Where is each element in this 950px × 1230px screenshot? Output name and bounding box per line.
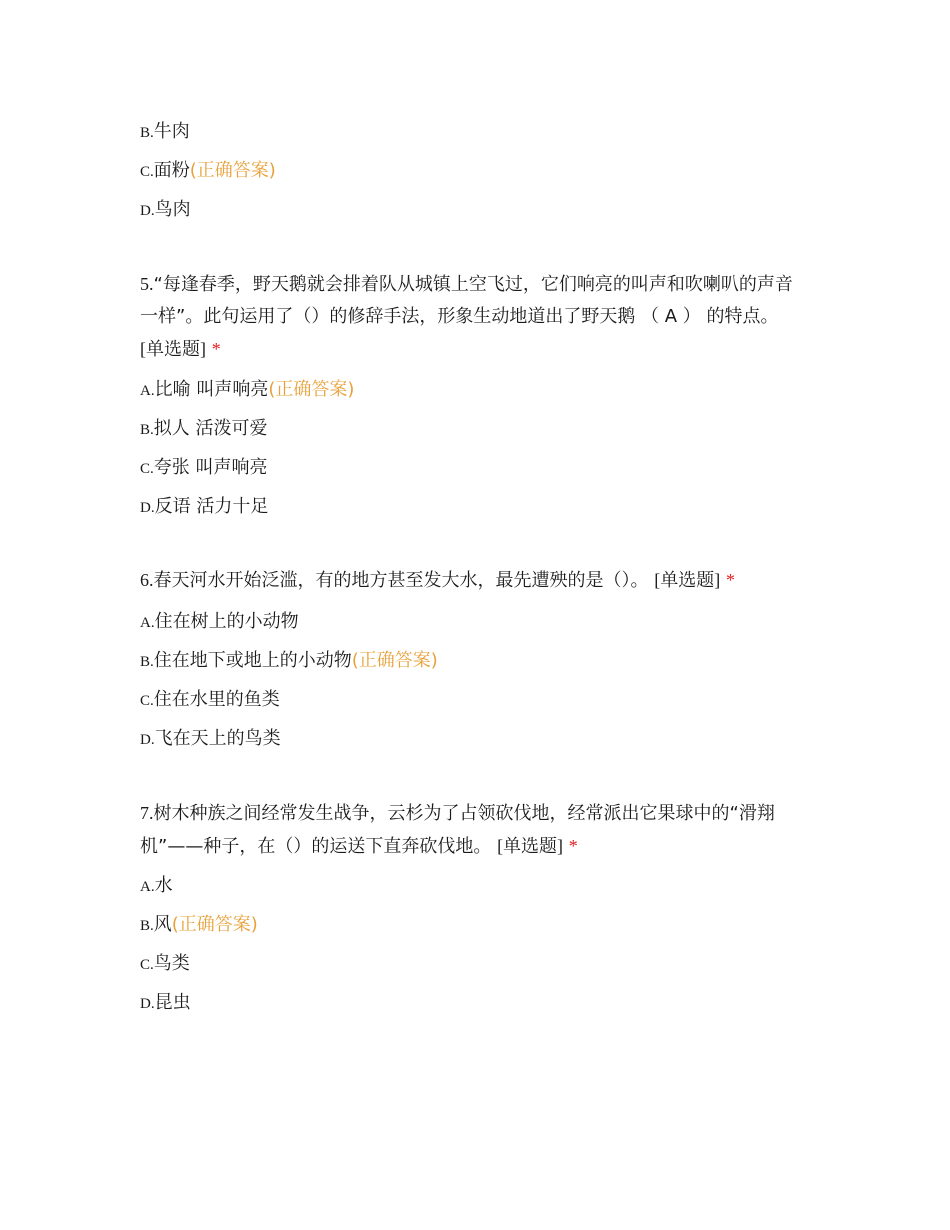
option-letter: D.: [140, 203, 155, 219]
q5-option-c: [140, 456, 268, 481]
question-body: 树木种族之间经常发生战争，云杉为了占领砍伐地，经常派出它果球中的“滑翔机”——种子，在（）的运送下直奔砍伐地。: [140, 803, 775, 857]
option-text: 夸张 叫声响亮: [153, 457, 268, 478]
option-letter: A.: [140, 879, 155, 895]
q5-option-a: [140, 378, 354, 403]
option-text: 牛肉: [153, 121, 190, 142]
q6-option-a: [140, 610, 299, 635]
required-mark: *: [725, 570, 735, 590]
option-letter: C.: [140, 693, 154, 709]
option-text: 住在水里的鱼类: [153, 689, 280, 710]
option-text: 风: [153, 914, 172, 935]
option-letter: C.: [140, 164, 154, 180]
q7-option-a: [140, 874, 173, 899]
option-text: 反语 活力十足: [154, 496, 269, 517]
option-letter: C.: [140, 461, 154, 477]
option-letter: D.: [140, 732, 155, 748]
correct-answer-label: (正确答案): [189, 160, 276, 181]
option-text: 鸟类: [153, 953, 190, 974]
q7-option-b: [140, 913, 258, 938]
question-number: 7.: [140, 803, 154, 823]
question-type-tag: [单选题]: [497, 836, 564, 856]
q4-option-d: [140, 198, 191, 223]
question-5-text: [140, 268, 800, 366]
question-6-text: [140, 564, 800, 597]
q6-option-c: [140, 688, 280, 713]
question-type-tag: [单选题]: [140, 339, 206, 359]
option-text: 住在树上的小动物: [154, 611, 299, 632]
option-letter: C.: [140, 957, 154, 973]
option-letter: B.: [140, 918, 154, 934]
option-text: 住在地下或地上的小动物: [153, 650, 352, 671]
option-letter: D.: [140, 996, 155, 1012]
option-letter: B.: [140, 422, 154, 438]
question-body: “每逢春季，野天鹅就会排着队从城镇上空飞过，它们响亮的叫声和吹喇叭的声音一样”。此句运用了（）的修辞手法，形象生动地道出了野天鹅 （ A ） 的特点。: [140, 274, 793, 327]
correct-answer-label: (正确答案): [268, 379, 355, 400]
question-number: 5.: [140, 274, 154, 294]
option-text: 飞在天上的鸟类: [154, 728, 281, 749]
option-text: 鸟肉: [154, 199, 191, 220]
question-type-tag: [单选题]: [654, 570, 721, 590]
option-letter: B.: [140, 125, 154, 141]
option-letter: D.: [140, 500, 155, 516]
option-letter: B.: [140, 654, 154, 670]
required-mark: *: [568, 836, 578, 856]
question-number: 6.: [140, 570, 154, 590]
correct-answer-label: (正确答案): [171, 914, 258, 935]
option-text: 比喻 叫声响亮: [154, 379, 269, 400]
q6-option-b: [140, 649, 438, 674]
q4-option-c: [140, 159, 276, 184]
required-mark: *: [211, 339, 221, 359]
option-text: 拟人 活泼可爱: [153, 418, 268, 439]
option-text: 面粉: [153, 160, 190, 181]
q5-option-d: [140, 495, 268, 520]
option-letter: A.: [140, 615, 155, 631]
q6-option-d: [140, 727, 281, 752]
question-7-text: [140, 797, 800, 863]
q7-option-c: [140, 952, 190, 977]
q7-option-d: [140, 991, 191, 1016]
correct-answer-label: (正确答案): [351, 650, 438, 671]
option-text: 昆虫: [154, 992, 191, 1013]
question-body: 春天河水开始泛滥，有的地方甚至发大水，最先遭殃的是（）。: [153, 570, 649, 591]
option-text: 水: [154, 875, 173, 896]
q4-option-b: [140, 120, 190, 145]
option-letter: A.: [140, 383, 155, 399]
q5-option-b: [140, 417, 268, 442]
